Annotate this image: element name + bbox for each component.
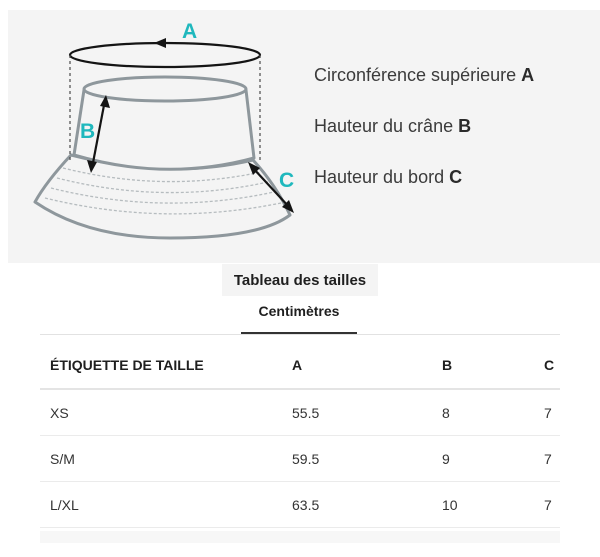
legend-text: Hauteur du bord (314, 167, 450, 187)
cell-c: 7 (534, 436, 560, 482)
legend-key: C (449, 167, 463, 187)
cell-a: 55.5 (282, 389, 432, 436)
tab-centimetres[interactable]: Centimètres (241, 300, 357, 334)
table-row (40, 389, 560, 436)
header-a: A (282, 342, 432, 389)
cell-c: 7 (534, 482, 560, 528)
size-table (40, 342, 560, 528)
cell-a: 59.5 (282, 436, 432, 482)
table-row (40, 436, 560, 482)
header-c: C (534, 342, 560, 389)
hat-top-ellipse (84, 77, 246, 101)
circumference-arrowhead (154, 38, 166, 48)
table-footer-strip (40, 531, 560, 543)
legend-item-a (314, 64, 534, 115)
cell-size: S/M (40, 436, 282, 482)
legend-text: Circonférence supérieure (314, 65, 522, 85)
cell-size: L/XL (40, 482, 282, 528)
label-c: C (279, 169, 295, 192)
measurement-legend (314, 64, 534, 217)
header-size-label: ÉTIQUETTE DE TAILLE (40, 342, 282, 389)
legend-key: A (521, 65, 535, 85)
size-table-title: Tableau des tailles (222, 264, 378, 296)
cell-a: 63.5 (282, 482, 432, 528)
tab-divider (40, 334, 560, 335)
legend-item-b (314, 115, 534, 166)
cell-c: 7 (534, 389, 560, 436)
legend-text: Hauteur du crâne (314, 116, 459, 136)
header-b: B (432, 342, 534, 389)
legend-item-c (314, 166, 534, 217)
legend-key: B (458, 116, 472, 136)
label-a: A (182, 20, 198, 43)
cell-b: 8 (432, 389, 534, 436)
table-header-row (40, 342, 560, 389)
hat-measurement-diagram (8, 10, 600, 263)
label-b: B (80, 120, 96, 143)
cell-size: XS (40, 389, 282, 436)
cell-b: 10 (432, 482, 534, 528)
table-row (40, 482, 560, 528)
cell-b: 9 (432, 436, 534, 482)
